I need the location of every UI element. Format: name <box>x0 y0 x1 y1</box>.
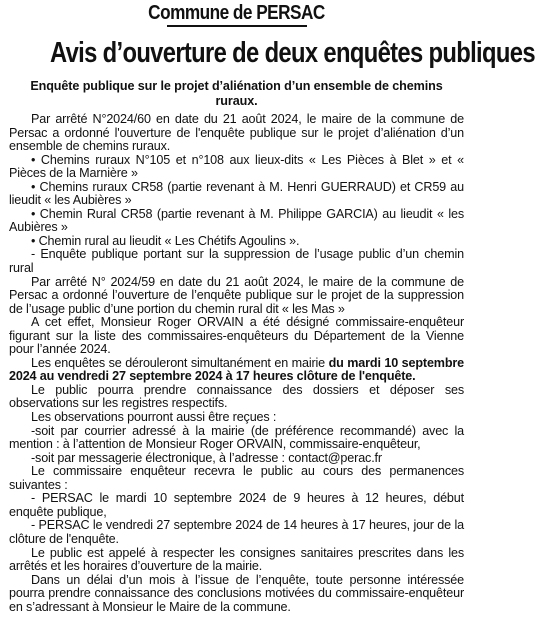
paragraph-second-enquete-heading: - Enquête publique portant sur la suppression de l’usage public d’un chemin rural <box>9 247 464 276</box>
notice-title: Avis d’ouverture de deux enquêtes publiques <box>49 37 535 69</box>
list-item-cr58-garcia: • Chemin Rural CR58 (partie revenant à M. Philippe GARCIA) au lieudit « les Aubières » <box>9 206 464 235</box>
paragraph-arrete-60: Par arrêté N°2024/60 en date du 21 août 2024, le maire de la commune de Persac a ordonné l'ouverture de l'enquête publique sur le projet d’aliénation d’un ensemble de chemins ruraux. <box>9 112 464 154</box>
header-underline-wrap <box>9 25 464 27</box>
list-item-cr58-cr59: • Chemins ruraux CR58 (partie revenant à M. Henri GUERRAUD) et CR59 au lieudit « les Aubières » <box>9 179 464 208</box>
notice-body <box>9 113 464 614</box>
paragraph-permanences: Le commissaire enquêteur recevra le public au cours des permanences suivantes : <box>9 464 464 492</box>
paragraph-dates <box>9 357 464 384</box>
paragraph-permanence-1: - PERSAC le mardi 10 septembre 2024 de 9 heures à 12 heures, début enquête publique, <box>9 491 464 519</box>
paragraph-email: -soit par messagerie électronique, à l’adresse : contact@perac.fr <box>31 450 382 465</box>
paragraph-arrete-59: Par arrêté N° 2024/59 en date du 21 août 2024, le maire de la commune de Persac a ordonné l’ouverture de l’enquête publique sur le projet de la suppression de l’usage public d’une portion du chemin rural dit « les Mas » <box>9 274 464 316</box>
paragraph-consultation: Le public pourra prendre connaissance des dossiers et déposer ses observations sur les registres respectifs. <box>9 382 464 411</box>
paragraph-observations: Les observations pourront aussi être reçues : <box>31 410 277 425</box>
paragraph-commissaire: A cet effet, Monsieur Roger ORVAIN a été désigné commissaire-enquêteur figurant sur la liste des commissaires-enquêteurs du Département de la Vienne pour l’année 2024. <box>9 315 464 357</box>
paragraph-consignes: Le public est appelé à respecter les consignes sanitaires prescrites dans les arrêtés et les horaires d’ouverture de la mairie. <box>9 545 464 574</box>
paragraph-conclusions: Dans un délai d’un mois à l’issue de l’enquête, toute personne intéressée pourra prendre connaissance des conclusions motivées du commissaire-enquêteur en s’adressant à Monsieur le Maire de la commune. <box>9 572 464 614</box>
dates-intro: Les enquêtes se dérouleront simultanément en mairie <box>31 355 329 370</box>
list-item-chemins-105-108: • Chemins ruraux N°105 et n°108 aux lieux-dits « Les Pièces à Blet » et « Pièces de la Marnière » <box>9 152 464 181</box>
paragraph-permanence-2: - PERSAC le vendredi 27 septembre 2024 de 14 heures à 17 heures, jour de la clôture de l'enquête. <box>9 518 464 546</box>
commune-name: Commune de PERSAC <box>148 2 325 24</box>
list-item-chetifs-agoulins: • Chemin rural au lieudit « Les Chétifs Agoulins ». <box>31 233 300 248</box>
paragraph-courrier: -soit par courrier adressé à la mairie (de préférence recommandé) avec la mention : à l’attention de Monsieur Roger ORVAIN, commissaire-enquêteur, <box>9 423 464 452</box>
header-underline <box>167 25 307 27</box>
notice-subtitle: Enquête publique sur le projet d’aliénation d’un ensemble de chemins ruraux. <box>30 79 443 108</box>
dates-bold: du mardi 10 septembre 2024 au vendredi 27 septembre 2024 à 17 heures clôture de l'enquête. <box>9 355 464 384</box>
